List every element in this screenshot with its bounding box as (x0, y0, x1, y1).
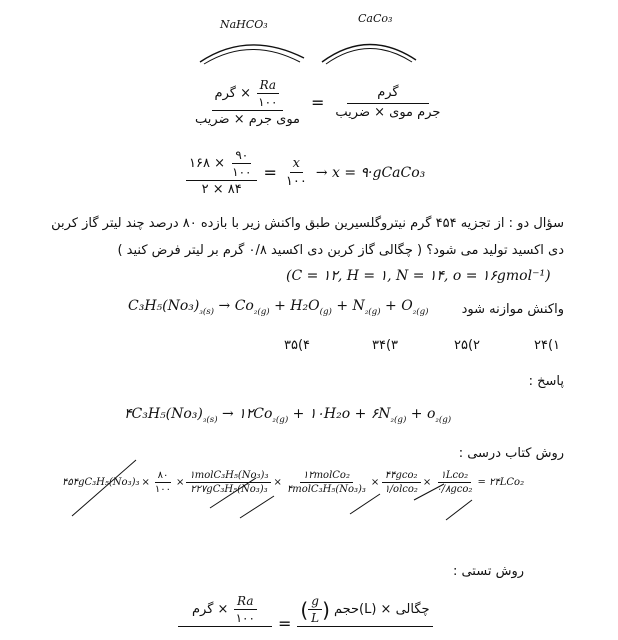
method-2-equation: گرم × $\frac{Ra}{۱۰۰}$ = ( $\frac{g}{L}$ ) حجم(L) × چگالی (178, 594, 433, 640)
option-4: ۳۵(۴ (284, 338, 311, 353)
option-1: ۲۴(۱ (534, 338, 561, 353)
equation-2: ۱۶۸ × $\frac{۹۰}{۱۰۰}$ ۲ × ۸۴ = $\frac{x}{۱۰۰}$ → x = ۹·gCaCo₃ (186, 148, 425, 197)
question-line-2: دی اکسید تولید می شود؟ ( چگالی گاز کربن دی اکسید ۰/۸ گرم بر لیتر فرض کنید ) (117, 243, 564, 258)
right-arc (322, 44, 416, 62)
nahco3-label: NaHCO₃ (220, 18, 268, 31)
left-arc (200, 45, 304, 62)
caco3-label: CaCo₃ (358, 12, 393, 25)
method-1-label: روش کتاب درسی : (458, 446, 564, 461)
method-2-label: روش تستی : (452, 564, 524, 579)
reaction-label: واکنش موازنه شود (461, 302, 564, 317)
answer-label: پاسخ : (528, 374, 564, 389)
option-2: ۲۵(۲ (454, 338, 481, 353)
balanced-reaction: $۴C_3H_5(No_3)_{_3(s)}$ → $۱۲Co_{_2(g)}$ + ۱۰H₂o + $۶N_{_2(g)} + o_{_2(g)}$ (124, 406, 452, 425)
cancel-strokes (60, 456, 500, 526)
option-3: ۳۴(۳ (372, 338, 399, 353)
atomic-masses: (C = ۱۲, H = ۱, N = ۱۴, o = ۱۶gmol⁻¹) (286, 268, 551, 284)
method-1-chain: ۴۵۴gC₃H₅(No₃)₃ × $\frac{۸۰}{۱۰۰}$ × $\frac{\text{۱molC₃H₅(No₃)₃}}{\text{۲۲۷gC₃H₅(No₃)₃}}$ × $\frac{\text{۱۲molCo₂}}{\text{۴molC₃H₅(No₃)₃}}$ × $\frac{\text{۴۴gco₂}}{\text{۱/olco₂}}$ × $\frac{\text{۱Lco₂}}{\text{۰/۸gco₂}}$ = ۲۴LCo₂ (62, 470, 525, 495)
unbalanced-reaction: $C_3H_5(No_3)_{_3(s)} \to Co_{_2(g)} + H_2O_{(g)} + N_{_2(g)} + O_{_2(g)}$ (128, 298, 429, 317)
question-line-1: سؤال دو : از تجزیه ۴۵۴ گرم نیتروگلسیرین طبق واکنش زیر با بازده ۸۰ درصد چند لیتر گاز کربن (51, 216, 564, 231)
equation-1: گرم × $\frac{Ra}{۱۰۰}$ موی جرم × ضریب = $\frac{\text{گرم}}{\text{جرم موی × ضریب}}$ (195, 78, 441, 127)
reaction-arcs (190, 28, 420, 68)
